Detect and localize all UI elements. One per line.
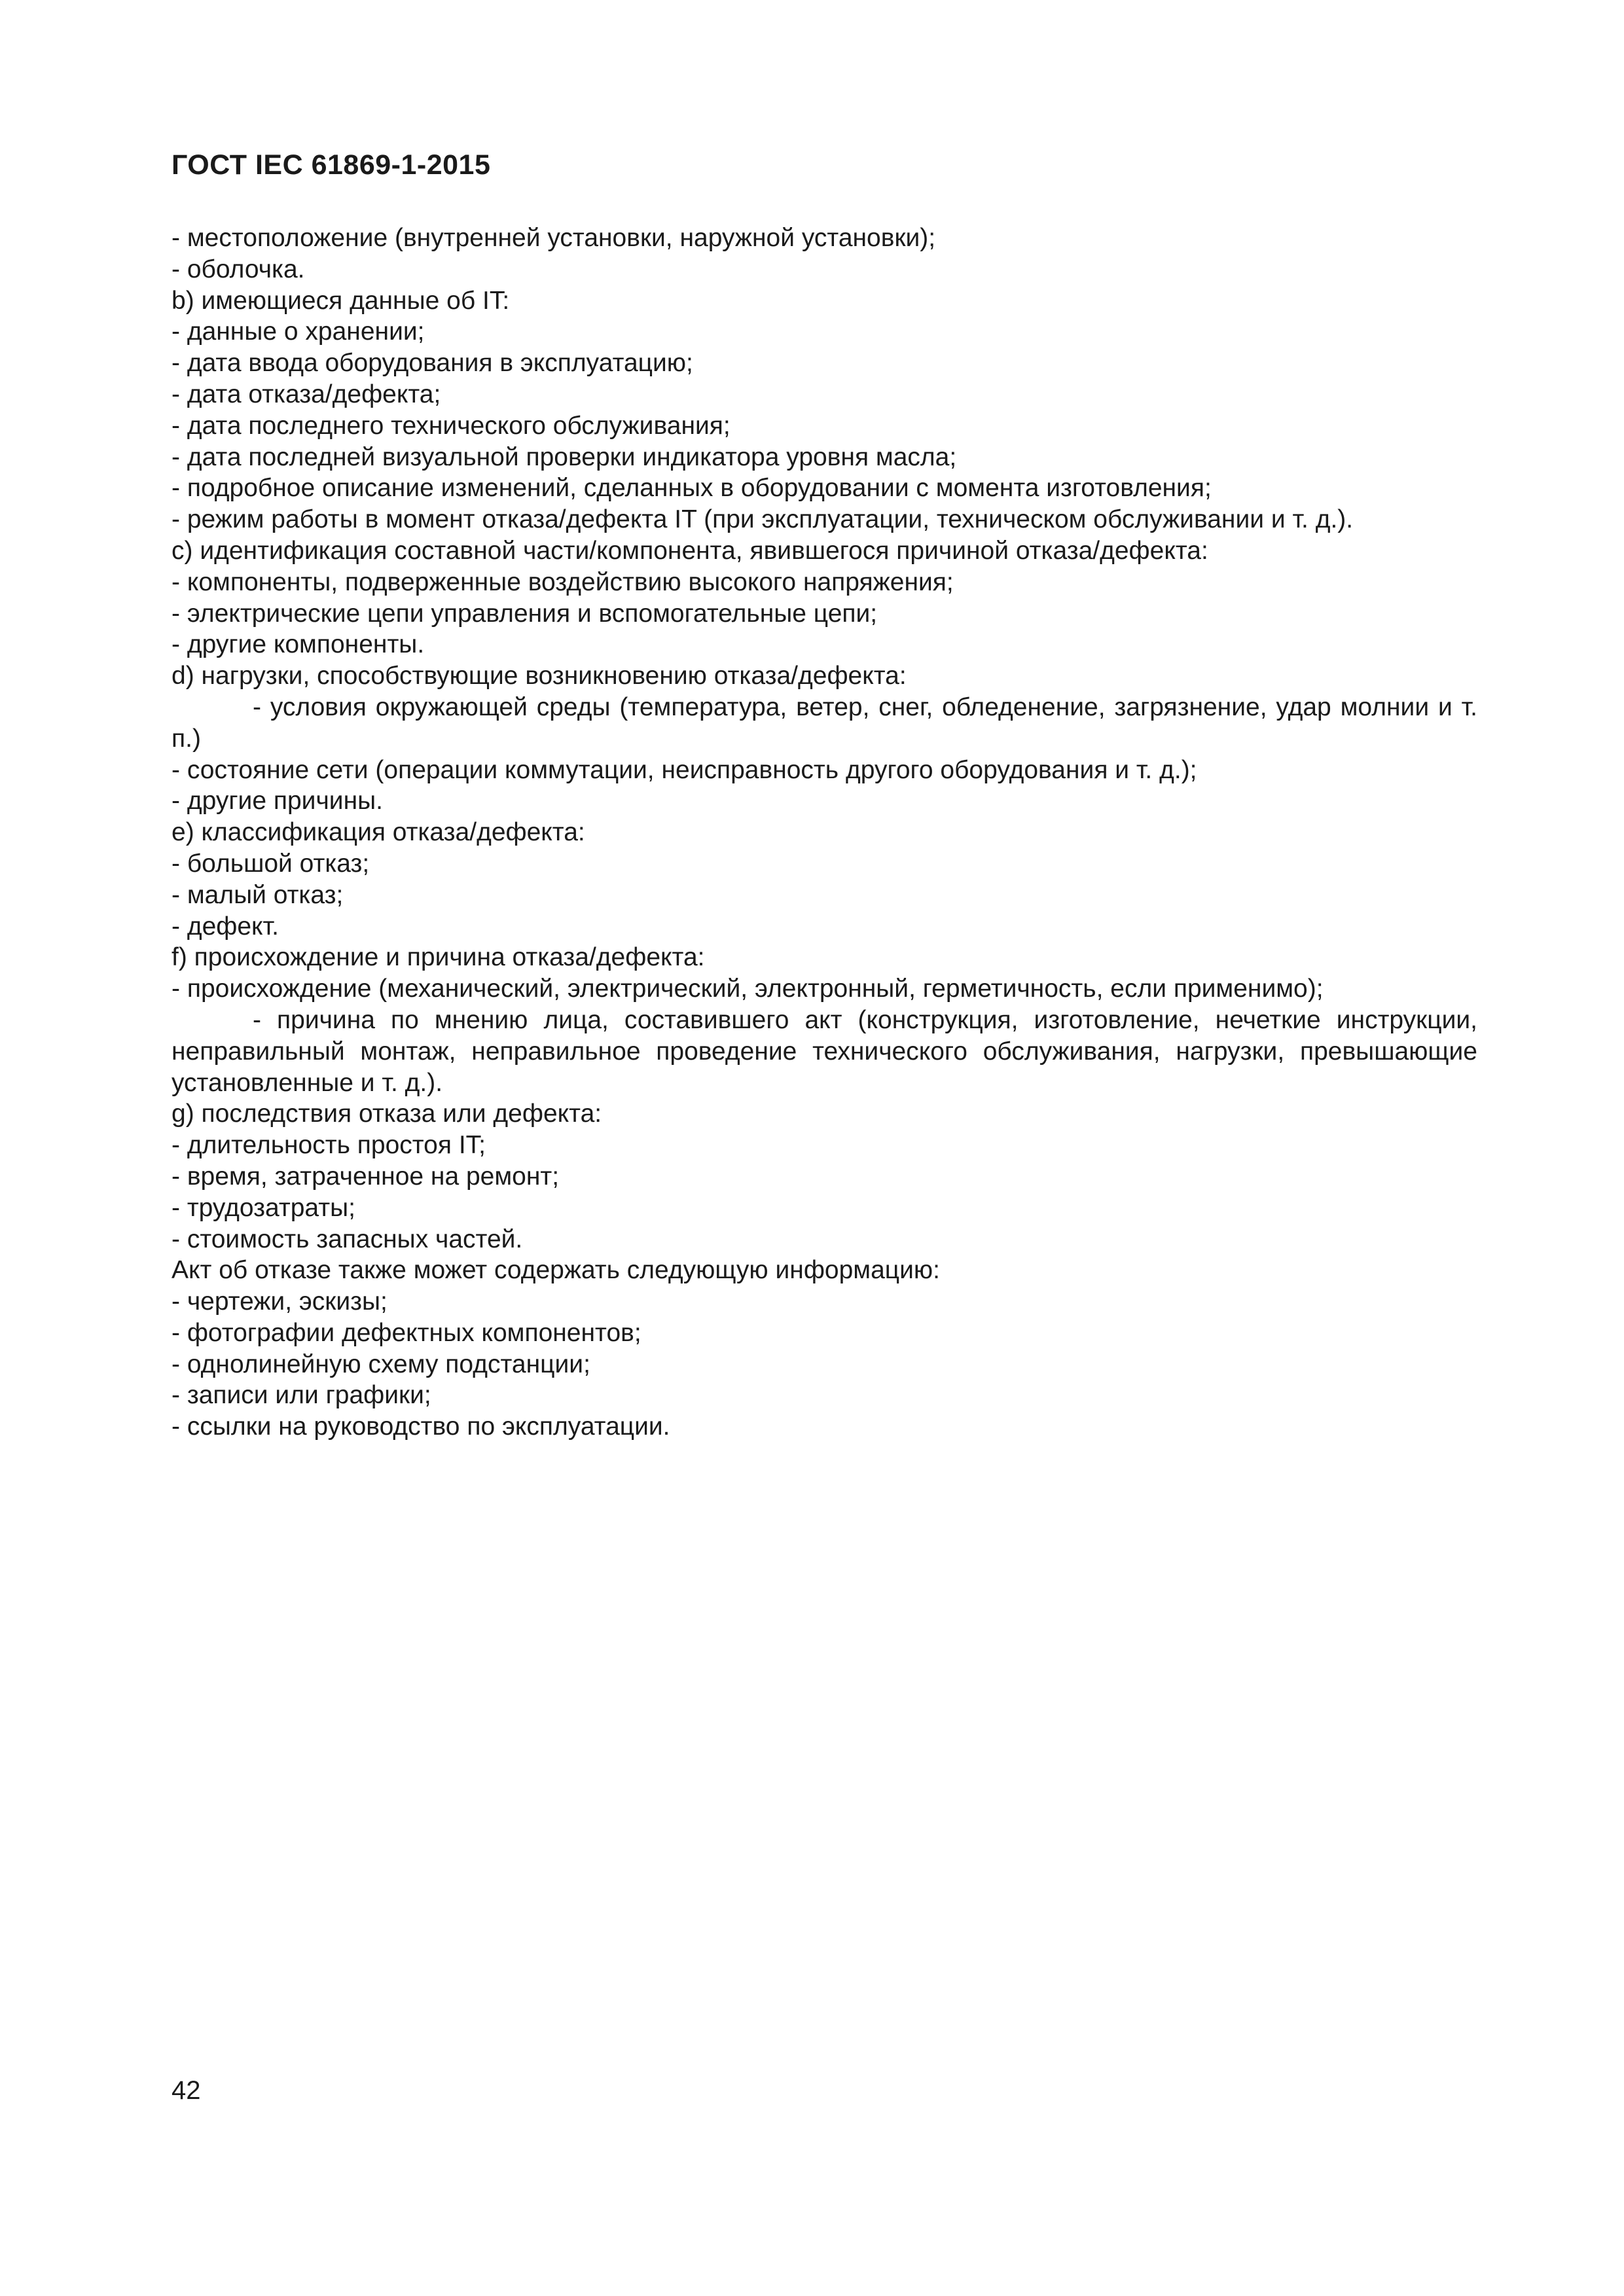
- list-item: - другие компоненты.: [171, 630, 425, 659]
- list-item: - компоненты, подверженные воздействию высокого напряжения;: [171, 567, 954, 596]
- page-number: 42: [171, 2076, 201, 2105]
- list-item: - длительность простоя IT;: [171, 1131, 486, 1160]
- list-item: - стоимость запасных частей.: [171, 1225, 523, 1253]
- section-item-g: g) последствия отказа или дефекта:: [171, 1100, 602, 1128]
- list-item: - условия окружающей среды (температура, ветер, снег, обледенение, загрязнение, удар молнии и т. п.): [171, 692, 1477, 753]
- list-item: - трудозатраты;: [171, 1193, 355, 1222]
- section-item-d: d) нагрузки, способствующие возникновению отказа/дефекта:: [171, 662, 907, 691]
- section-item-b: b) имеющиеся данные об IT:: [171, 286, 510, 315]
- list-item: - дата последней визуальной проверки индикатора уровня масла;: [171, 442, 957, 471]
- document-body: [171, 223, 1477, 1443]
- list-item: - записи или графики;: [171, 1381, 431, 1410]
- list-item: - чертежи, эскизы;: [171, 1287, 388, 1316]
- list-item: - состояние сети (операции коммутации, неисправность другого оборудования и т. д.);: [171, 755, 1197, 784]
- list-item: - местоположение (внутренней установки, наружной установки);: [171, 224, 936, 252]
- list-item: - большой отказ;: [171, 849, 370, 878]
- list-item: - данные о хранении;: [171, 317, 425, 346]
- list-item: - дата отказа/дефекта;: [171, 380, 441, 408]
- section-item-e: e) классификация отказа/дефекта:: [171, 818, 585, 847]
- section-item-c: c) идентификация составной части/компонента, явившегося причиной отказа/дефекта:: [171, 536, 1208, 565]
- list-item: - оболочка.: [171, 255, 305, 283]
- section-item-f: f) происхождение и причина отказа/дефекта:: [171, 943, 705, 972]
- list-item: - электрические цепи управления и вспомогательные цепи;: [171, 599, 878, 628]
- list-item: - дефект.: [171, 912, 279, 941]
- list-item: - фотографии дефектных компонентов;: [171, 1318, 641, 1347]
- document-header: ГОСТ IEC 61869-1-2015: [171, 149, 491, 181]
- list-item: - происхождение (механический, электрический, электронный, герметичность, если применимо);: [171, 975, 1324, 1003]
- list-item: - режим работы в момент отказа/дефекта IT (при эксплуатации, техническом обслуживании и т. д.).: [171, 505, 1354, 534]
- list-item: - подробное описание изменений, сделанных в оборудовании с момента изготовления;: [171, 474, 1212, 503]
- list-item: - однолинейную схему подстанции;: [171, 1350, 590, 1378]
- paragraph: Акт об отказе также может содержать следующую информацию:: [171, 1256, 940, 1285]
- list-item: - дата ввода оборудования в эксплуатацию;: [171, 349, 693, 378]
- list-item: - причина по мнению лица, составившего акт (конструкция, изготовление, нечеткие инструкции, неправильный монтаж, неправильное проведение технического обслуживания, нагрузки, превышающие установленные и т. д.).: [171, 1005, 1477, 1097]
- list-item: - малый отказ;: [171, 880, 344, 909]
- list-item: - время, затраченное на ремонт;: [171, 1162, 560, 1191]
- list-item: - ссылки на руководство по эксплуатации.: [171, 1412, 670, 1441]
- list-item: - другие причины.: [171, 787, 383, 816]
- list-item: - дата последнего технического обслуживания;: [171, 411, 731, 440]
